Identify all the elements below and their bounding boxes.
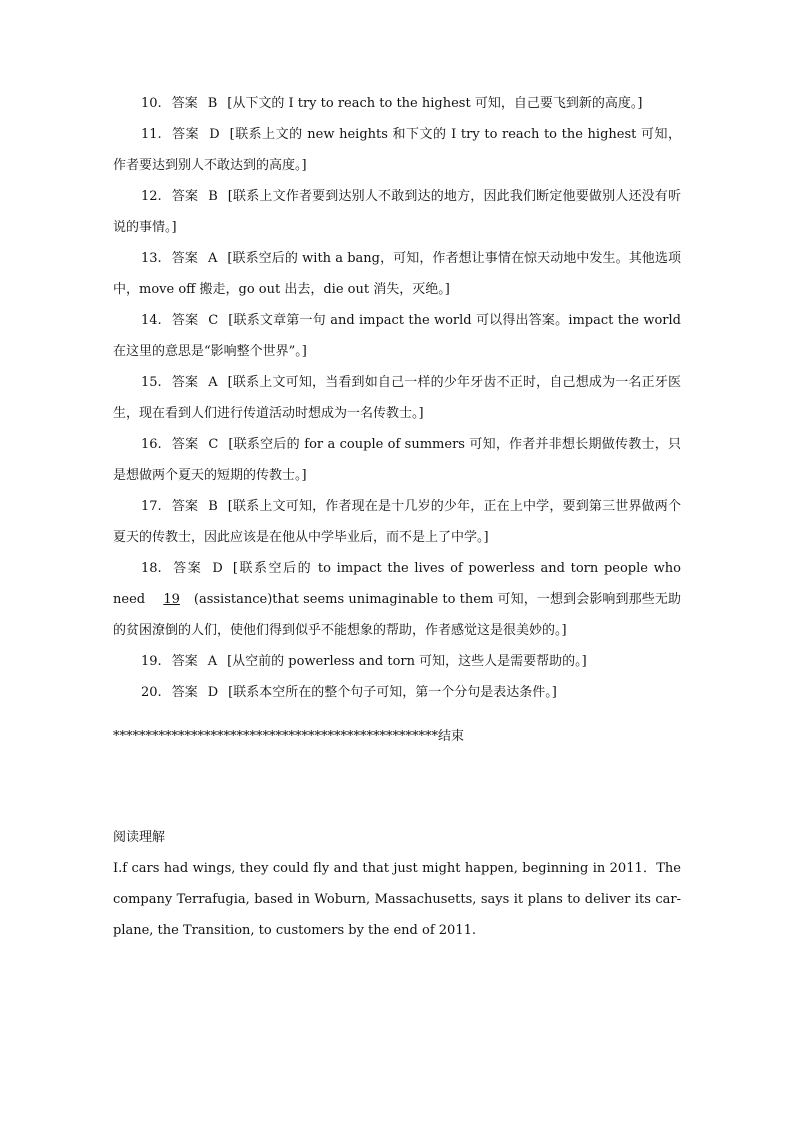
- answer-explanation-end: (assistance)that seems unimaginable to them 可知，一想到会影响到那些无助的贫困潦倒的人们，使他们得到似乎不能想象的帮助，作者感觉这是很美妙的。]: [113, 592, 681, 638]
- answer-explanation: [联系上文可知，作者现在是十几岁的少年，正在上中学，要到第三世界做两个夏天的传教士，因此应该是在他从中学毕业后，而不是上了中学。]: [113, 499, 681, 545]
- document-page: [113, 88, 681, 946]
- answer-label: 答案: [171, 189, 199, 204]
- answer-list: [113, 88, 681, 708]
- answer-number: 19.: [141, 654, 162, 669]
- answer-option: B: [208, 189, 218, 204]
- answer-number: 10.: [141, 96, 162, 111]
- answer-label: 答案: [171, 96, 198, 111]
- answer-item: [113, 367, 681, 429]
- answer-item: [113, 553, 681, 646]
- end-label: 结束: [438, 729, 465, 744]
- answer-number: 14.: [141, 313, 162, 328]
- blank-number: 19: [163, 592, 180, 607]
- answer-explanation: [从空前的 powerless and torn 可知，这些人是需要帮助的。]: [227, 654, 587, 669]
- answer-label: 答案: [171, 251, 198, 266]
- answer-item: [113, 243, 681, 305]
- answer-explanation: [联系上文可知，当看到如自己一样的少年牙齿不正时，自己想成为一名正牙医生，现在看到人们进行传道活动时想成为一名传教士。]: [113, 375, 681, 421]
- answer-item: [113, 646, 681, 677]
- answer-option: D: [212, 561, 223, 576]
- answer-explanation: [联系空后的 with a bang，可知，作者想让事情在惊天动地中发生。其他选项中，move off 搬走，go out 出去，die out 消失，灭绝。]: [113, 251, 681, 297]
- answer-explanation: [联系本空所在的整个句子可知，第一个分句是表达条件。]: [228, 685, 557, 700]
- answer-item: [113, 88, 681, 119]
- answer-option: A: [207, 654, 218, 669]
- answer-label: 答案: [171, 437, 199, 452]
- answer-label: 答案: [171, 127, 200, 142]
- answer-explanation: [联系上文作者要到达别人不敢到达的地方，因此我们断定他要做别人还没有听说的事情。]: [113, 189, 681, 235]
- answer-number: 13.: [141, 251, 162, 266]
- answer-explanation-start: [联系空后的 to impact the lives of powerless and torn people who need: [113, 561, 681, 607]
- answer-label: 答案: [171, 654, 198, 669]
- answer-option: B: [207, 96, 218, 111]
- answer-option: D: [209, 127, 220, 142]
- answer-option: A: [207, 251, 218, 266]
- answer-item: [113, 677, 681, 708]
- answer-label: 答案: [171, 685, 198, 700]
- answer-number: 12.: [141, 189, 162, 204]
- answer-option: C: [208, 313, 219, 328]
- answer-label: 答案: [171, 499, 199, 514]
- answer-item: [113, 181, 681, 243]
- answer-option: C: [208, 437, 219, 452]
- answer-number: 11.: [141, 127, 162, 142]
- answer-option: B: [208, 499, 218, 514]
- answer-item: [113, 491, 681, 553]
- star-line: **************************************************: [113, 729, 438, 744]
- answer-number: 17.: [141, 499, 162, 514]
- answer-number: 20.: [141, 685, 162, 700]
- answer-label: 答案: [171, 561, 203, 576]
- answer-item: [113, 305, 681, 367]
- answer-item: [113, 119, 681, 181]
- answer-explanation: [联系空后的 for a couple of summers 可知，作者并非想长期做传教士，只是想做两个夏天的短期的传教士。]: [113, 437, 681, 483]
- answer-label: 答案: [171, 375, 199, 390]
- answer-option: A: [208, 375, 218, 390]
- answer-explanation: [联系上文的 new heights 和下文的 I try to reach to the highest 可知，作者要达到别人不敢达到的高度。]: [113, 127, 681, 173]
- answer-option: D: [207, 685, 219, 700]
- answer-number: 15.: [141, 375, 162, 390]
- answer-explanation: [从下文的 I try to reach to the highest 可知，自己要飞到新的高度。]: [227, 96, 643, 111]
- answer-item: [113, 429, 681, 491]
- section-title: 阅读理解: [113, 830, 166, 845]
- answer-number: 18.: [141, 561, 162, 576]
- answer-number: 16.: [141, 437, 162, 452]
- end-divider: [113, 726, 681, 748]
- answer-explanation: [联系文章第一句 and impact the world 可以得出答案。impact the world 在这里的意思是“影响整个世界”。]: [113, 313, 681, 359]
- answer-label: 答案: [171, 313, 199, 328]
- reading-paragraph: I.f cars had wings, they could fly and that just might happen, beginning in 2011．The company Terrafugia, based in Woburn, Massachusetts, says it plans to deliver its car-plane, the Transition, to customers by the end of 2011.: [113, 861, 681, 938]
